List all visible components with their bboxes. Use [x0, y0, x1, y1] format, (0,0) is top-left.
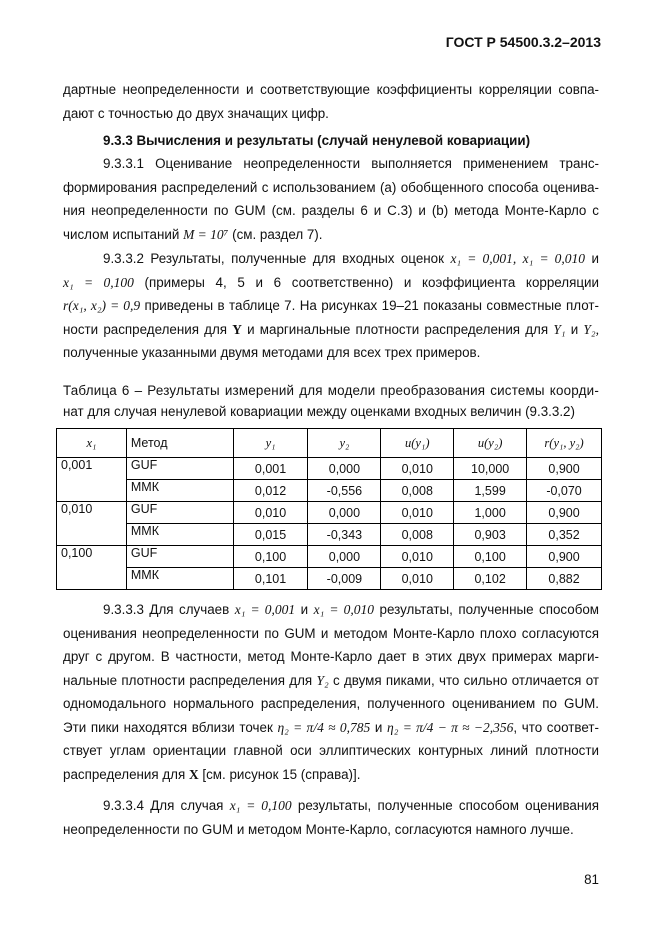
text-fragment: и [374, 719, 383, 735]
cell-value: 0,000 [308, 458, 381, 480]
cell-x1: 0,010 [57, 502, 127, 546]
cell-value: 0,008 [381, 480, 454, 502]
text-line: 9.3.3.1 Оценивание неопределенности выполняется применением транс- [103, 156, 599, 171]
header-r: r(y₁, y₂) [527, 429, 602, 458]
cell-method: GUF [126, 502, 233, 524]
text-line [63, 247, 599, 271]
results-table [56, 428, 602, 590]
text-fragment: [см. рисунок 15 (справа)]. [202, 766, 361, 782]
header-method: Метод [126, 429, 233, 458]
math-expression: η₂ = π/4 ≈ 0,785 [277, 719, 371, 735]
cell-value: 0,900 [527, 502, 602, 524]
text-fragment: числом испытаний [63, 226, 180, 242]
table-row [57, 502, 602, 524]
cell-value: 0,101 [233, 568, 308, 590]
table-row [57, 568, 602, 590]
text-line: дают с точностью до двух значащих цифр. [63, 105, 329, 121]
text-line [63, 794, 599, 818]
math-expression: x₁ = 0,001 [234, 602, 296, 617]
table-row [57, 546, 602, 568]
cell-value: 1,599 [454, 480, 527, 502]
cell-value: 0,010 [381, 458, 454, 480]
cell-method: ММК [126, 568, 233, 590]
header-u-y1: u(y₁) [381, 429, 454, 458]
paragraph-9-3-3-2 [63, 247, 599, 365]
header-u-y2: u(y₂) [454, 429, 527, 458]
text-line [63, 294, 599, 318]
paragraph-9-3-3-1 [63, 152, 599, 246]
section-title: 9.3.3 Вычисления и результаты (случай ненулевой ковариации) [103, 133, 531, 148]
text-line: дартные неопределенности и соответствующие коэффициенты корреляции совпа- [63, 82, 599, 97]
text-fragment: распределения для [63, 766, 186, 782]
text-fragment: ности распределения для [63, 321, 228, 337]
cell-method: GUF [126, 458, 233, 480]
text-line: полученные указанными двумя методами для всех трех примеров. [63, 345, 481, 360]
page-number: 81 [584, 872, 599, 887]
table-header-row [57, 429, 602, 458]
text-fragment: (см. раздел 7). [232, 226, 323, 242]
caption-line: нат для случая ненулевой ковариации между оценками входных величин (9.3.3.2) [63, 404, 575, 419]
paragraph-intro [63, 78, 599, 125]
cell-value: 0,008 [381, 524, 454, 546]
math-expression: η₂ = π/4 − π ≈ −2,356 [387, 719, 514, 735]
text-line [63, 716, 599, 740]
cell-value: -0,556 [308, 480, 381, 502]
cell-value: 0,010 [381, 568, 454, 590]
math-expression: x₁ = 0,001, [450, 251, 517, 266]
text-fragment: результаты, полученные способом [379, 602, 600, 617]
text-fragment: 9.3.3.2 Результаты, полученные для входных оценок [103, 251, 444, 266]
paragraph-9-3-3-4 [63, 794, 599, 841]
math-expression: x₁ = 0,010 [522, 251, 586, 266]
math-expression: x₁ = 0,010 [313, 602, 375, 617]
cell-value: 0,882 [527, 568, 602, 590]
cell-method: ММК [126, 480, 233, 502]
text-line [63, 223, 599, 247]
text-fragment: , что соответ- [513, 719, 599, 735]
math-expression: x₁ = 0,100 [63, 274, 134, 290]
cell-value: 0,000 [308, 546, 381, 568]
text-fragment: 9.3.3.3 Для случаев [103, 602, 230, 617]
text-fragment: (примеры 4, 5 и 6 соответственно) и коэффициента корреляции [144, 274, 599, 290]
text-fragment: приведены в таблице 7. На рисунках 19–21 показаны совместные плот- [144, 298, 599, 313]
cell-x1: 0,001 [57, 458, 127, 502]
text-line: неопределенности по GUM и методом Монте-Карло, согласуются намного лучше. [63, 821, 574, 837]
cell-value: 0,001 [233, 458, 308, 480]
cell-method: GUF [126, 546, 233, 568]
table-row [57, 480, 602, 502]
table-caption [63, 380, 599, 422]
math-expression: x₁ = 0,100 [229, 798, 292, 813]
text-line [63, 318, 599, 342]
cell-value: 0,010 [381, 502, 454, 524]
cell-value: 0,100 [454, 546, 527, 568]
math-expression: r(x₁, x₂) = 0,9 [63, 298, 141, 313]
text-line [63, 271, 599, 295]
cell-value: 0,900 [527, 458, 602, 480]
text-line: оценивания неопределенности по GUM и методом Монте-Карло плохо согласуются [63, 625, 599, 641]
text-fragment: и маргинальные плотности распределения для [247, 321, 549, 337]
math-symbol: Y₂ [316, 672, 329, 688]
cell-value: 0,102 [454, 568, 527, 590]
math-symbol: Y [232, 321, 242, 337]
math-symbol: X [188, 766, 199, 782]
cell-value: 0,903 [454, 524, 527, 546]
math-expression: M = 10⁷ [183, 226, 229, 242]
cell-value: 0,010 [233, 502, 308, 524]
text-fragment: и [300, 602, 309, 617]
text-line: друг с другом. В частности, метод Монте-Карло дает в этих двух примерах марги- [63, 649, 599, 664]
text-fragment: и [591, 251, 599, 266]
text-fragment: нальные плотности распределения для [63, 672, 313, 688]
cell-value: 1,000 [454, 502, 527, 524]
cell-value: 0,015 [233, 524, 308, 546]
header-y1: y₁ [233, 429, 308, 458]
text-line: одномодального нормального распределения, полученного оцениванием по GUM. [63, 696, 599, 711]
cell-value: -0,009 [308, 568, 381, 590]
text-line: ствует углам ориентации главной оси эллиптических контурных линий плотности [63, 743, 599, 758]
text-fragment: результаты, полученные способом оценивания [297, 798, 599, 813]
text-fragment: и [570, 321, 579, 337]
text-fragment: с двумя пиками, что сильно отличается от [333, 672, 599, 688]
table-row [57, 458, 602, 480]
cell-x1: 0,100 [57, 546, 127, 590]
math-symbol: Y₂, [583, 321, 599, 337]
text-line [63, 598, 599, 622]
cell-value: -0,070 [527, 480, 602, 502]
text-line: ния неопределенности по GUM (см. разделы 6 и С.3) и (b) метода Монте-Карло с [63, 203, 599, 218]
caption-line: Таблица 6 – Результаты измерений для модели преобразования системы коорди- [63, 383, 599, 398]
cell-value: 0,900 [527, 546, 602, 568]
document-header: ГОСТ Р 54500.3.2–2013 [445, 34, 601, 50]
cell-value: 0,352 [527, 524, 602, 546]
section-heading [63, 129, 599, 153]
text-fragment: Эти пики находятся вблизи точек [63, 719, 273, 735]
cell-value: 0,000 [308, 502, 381, 524]
table-row [57, 524, 602, 546]
paragraph-9-3-3-3 [63, 598, 599, 786]
cell-value: 0,100 [233, 546, 308, 568]
text-line [63, 669, 599, 693]
math-symbol: Y₁ [553, 321, 566, 337]
cell-method: ММК [126, 524, 233, 546]
cell-value: 10,000 [454, 458, 527, 480]
cell-value: 0,012 [233, 480, 308, 502]
text-fragment: 9.3.3.4 Для случая [103, 798, 224, 813]
header-y2: y₂ [308, 429, 381, 458]
text-line [63, 763, 599, 787]
cell-value: 0,010 [381, 546, 454, 568]
cell-value: -0,343 [308, 524, 381, 546]
text-line: формирования распределений с использованием (а) обобщенного способа оценива- [63, 179, 599, 195]
header-x1: x₁ [57, 429, 127, 458]
